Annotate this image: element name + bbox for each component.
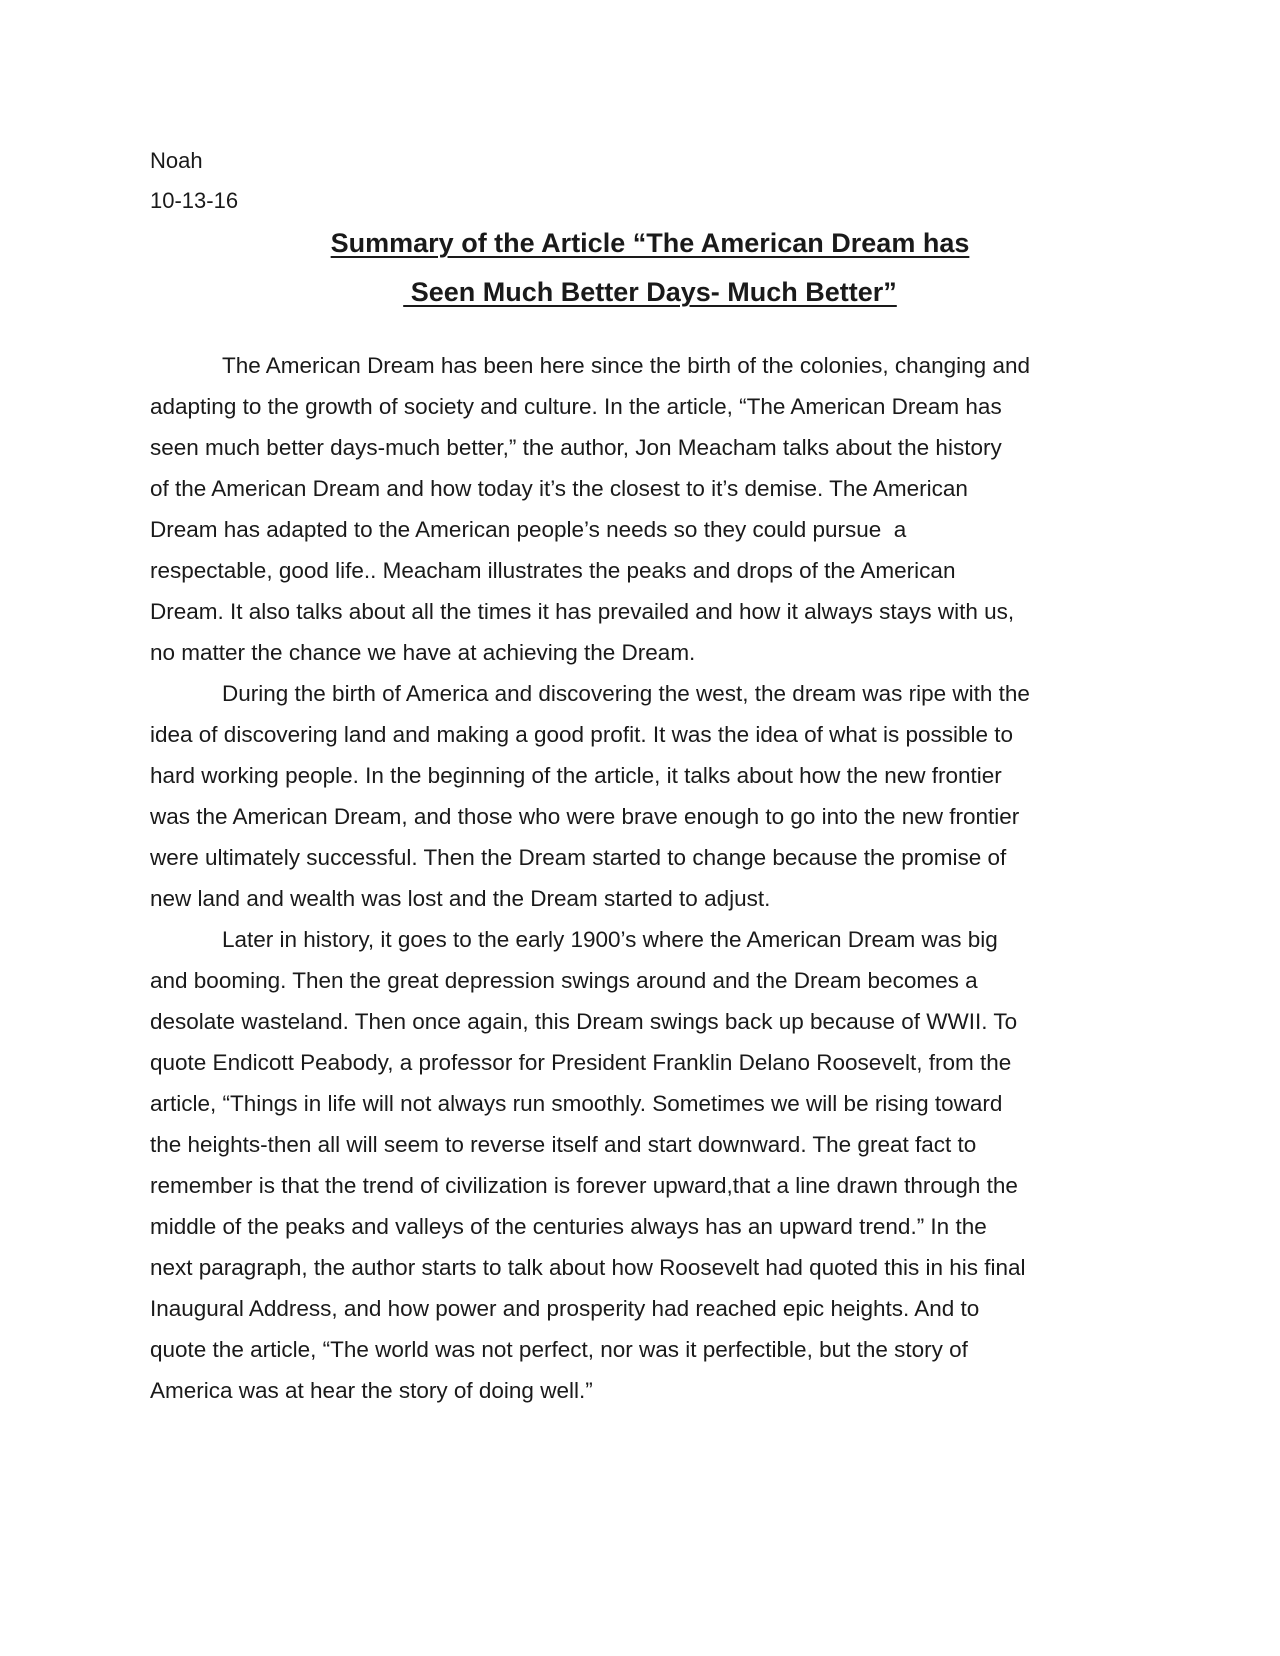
body-line: During the birth of America and discovering the west, the dream was ripe with the — [222, 681, 1030, 706]
body-line: remember is that the trend of civilization is forever upward,that a line drawn through the — [150, 1173, 1018, 1198]
body-line: desolate wasteland. Then once again, this Dream swings back up because of WWII. To — [150, 1009, 1018, 1034]
document-title-line-1 — [150, 226, 1150, 260]
body-line: respectable, good life.. Meacham illustrates the peaks and drops of the American — [150, 558, 956, 583]
body-line: of the American Dream and how today it’s the closest to it’s demise. The American — [150, 476, 968, 501]
body-line: Dream. It also talks about all the times it has prevailed and how it always stays with us, — [150, 599, 1015, 624]
body-line: hard working people. In the beginning of the article, it talks about how the new frontier — [150, 763, 1002, 788]
title-text-1: Summary of the Article “The American Dream has — [330, 228, 970, 258]
title-text-2: Seen Much Better Days- Much Better” — [403, 277, 897, 307]
body-line: seen much better days-much better,” the author, Jon Meacham talks about the history — [150, 435, 1002, 460]
body-line: The American Dream has been here since the birth of the colonies, changing and — [222, 353, 1030, 378]
body-line: new land and wealth was lost and the Dream started to adjust. — [150, 886, 771, 911]
body-line: idea of discovering land and making a good profit. It was the idea of what is possible to — [150, 722, 1014, 747]
body-line: next paragraph, the author starts to talk about how Roosevelt had quoted this in his final — [150, 1255, 1026, 1280]
body-line: quote Endicott Peabody, a professor for President Franklin Delano Roosevelt, from the — [150, 1050, 1012, 1075]
body-line: America was at hear the story of doing well.” — [150, 1378, 593, 1403]
body-line: article, “Things in life will not always run smoothly. Sometimes we will be rising toward — [150, 1091, 1003, 1116]
document-title-line-2 — [150, 275, 1150, 309]
body-line: middle of the peaks and valleys of the centuries always has an upward trend.” In the — [150, 1214, 987, 1239]
body-line: no matter the chance we have at achieving the Dream. — [150, 640, 696, 665]
body-line: were ultimately successful. Then the Dream started to change because the promise of — [150, 845, 1007, 870]
body-line: quote the article, “The world was not perfect, nor was it perfectible, but the story of — [150, 1337, 968, 1362]
body-line: the heights-then all will seem to reverse itself and start downward. The great fact to — [150, 1132, 977, 1157]
author-name: Noah — [150, 148, 203, 173]
body-line: Inaugural Address, and how power and prosperity had reached epic heights. And to — [150, 1296, 980, 1321]
body-line: and booming. Then the great depression swings around and the Dream becomes a — [150, 968, 978, 993]
body-line: Dream has adapted to the American people’s needs so they could pursue a — [150, 517, 907, 542]
body-line: was the American Dream, and those who were brave enough to go into the new frontier — [150, 804, 1020, 829]
body-line: Later in history, it goes to the early 1900’s where the American Dream was big — [222, 927, 998, 952]
body-line: adapting to the growth of society and culture. In the article, “The American Dream has — [150, 394, 1002, 419]
document-date: 10-13-16 — [150, 188, 239, 213]
